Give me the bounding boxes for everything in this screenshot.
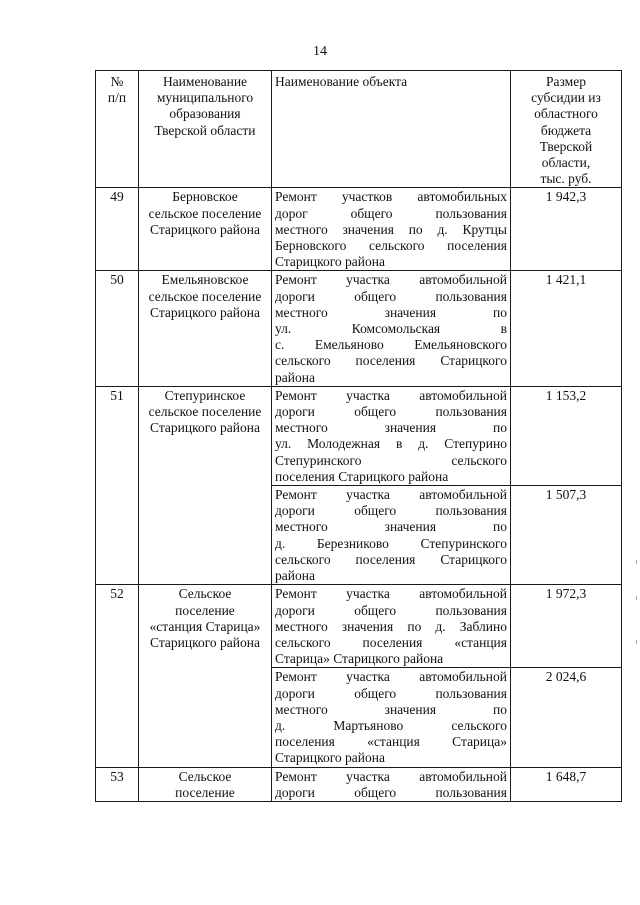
municipality-name: Берновское сельское поселение Старицкого района (139, 188, 272, 271)
object-line: местного значения по (275, 304, 507, 320)
object-line: ул. Молодежная в д. Степурино (275, 436, 507, 452)
object-line: дорог общего пользования (275, 205, 507, 221)
table-header-row (96, 71, 622, 188)
object-line-last: сельского поселения Старицкого района (275, 353, 507, 385)
row-number: 52 (96, 585, 139, 767)
object-line: Ремонт участка автомобильной (275, 272, 507, 288)
municipality-name: Емельяновское сельское поселение Старицкого района (139, 271, 272, 386)
subsidy-amount: 1 648,7 (511, 767, 622, 801)
table-row (96, 767, 622, 801)
object-line-last: поселения Старицкого района (275, 468, 449, 484)
subsidy-amount: 1 153,2 (511, 386, 622, 485)
object-line: дороги общего пользования (275, 503, 507, 519)
row-number: 51 (96, 386, 139, 584)
subsidy-table (95, 70, 622, 802)
page-number: 14 (313, 44, 327, 59)
object-line: Степуринского сельского (275, 452, 507, 468)
object-line: Ремонт участка автомобильной (275, 487, 507, 503)
municipality-name: Степуринское сельское поселение Старицкого района (139, 386, 272, 584)
table-row (96, 271, 622, 386)
object-line: поселения «станция Старица» (275, 734, 507, 750)
object-line: с. Емельяново Емельяновского (275, 337, 507, 353)
scan-mark (636, 596, 637, 600)
object-line-last: Старица» Старицкого района (275, 651, 444, 667)
object-line: местного значения по (275, 420, 507, 436)
subsidy-amount: 1 942,3 (511, 188, 622, 271)
object-name (272, 668, 511, 767)
object-line: дороги общего пользования (275, 784, 507, 800)
row-number: 50 (96, 271, 139, 386)
object-line: сельского поселения «станция (275, 634, 507, 650)
object-name (272, 585, 511, 668)
object-line: Ремонт участка автомобильной (275, 768, 507, 784)
object-name (272, 486, 511, 585)
subsidy-amount: 1 972,3 (511, 585, 622, 668)
object-line-last: Старицкого района (275, 254, 385, 270)
municipality-name: Сельское поселение «станция Старица» Старицкого района (139, 585, 272, 767)
object-line: дороги общего пользования (275, 404, 507, 420)
scan-mark (636, 560, 637, 564)
table-row (96, 386, 622, 485)
subsidy-amount: 2 024,6 (511, 668, 622, 767)
header-num: № п/п (96, 71, 139, 188)
subsidy-amount: 1 507,3 (511, 486, 622, 585)
object-line: дороги общего пользования (275, 602, 507, 618)
object-line: Ремонт участков автомобильных (275, 189, 507, 205)
object-name (272, 188, 511, 271)
object-line: дороги общего пользования (275, 685, 507, 701)
table-row (96, 585, 622, 668)
row-number: 53 (96, 767, 139, 801)
object-line: Ремонт участка автомобильной (275, 586, 507, 602)
object-line: местного значения по (275, 701, 507, 717)
header-municipality: Наименование муниципального образования Тверской области (139, 71, 272, 188)
municipality-name: Сельское поселение (139, 767, 272, 801)
object-line-last: района (275, 568, 315, 584)
object-line-last: Старицкого района (275, 750, 385, 766)
subsidy-amount: 1 421,1 (511, 271, 622, 386)
scan-mark (636, 640, 637, 644)
object-line: Ремонт участка автомобильной (275, 387, 507, 403)
object-line: местного значения по д. Заблино (275, 618, 507, 634)
header-subsidy: Размер субсидии из областного бюджета Тверской области, тыс. руб. (511, 71, 622, 188)
object-line: местного значения по (275, 519, 507, 535)
object-name (272, 767, 511, 801)
object-line: Берновского сельского поселения (275, 238, 507, 254)
object-name (272, 386, 511, 485)
header-object: Наименование объекта (272, 71, 511, 188)
table-row (96, 188, 622, 271)
object-line: дороги общего пользования (275, 288, 507, 304)
object-line: Ремонт участка автомобильной (275, 669, 507, 685)
object-line: местного значения по д. Крутцы (275, 221, 507, 237)
object-name (272, 271, 511, 386)
row-number: 49 (96, 188, 139, 271)
object-line: д. Мартьяново сельского (275, 717, 507, 733)
object-line: д. Березниково Степуринского (275, 535, 507, 551)
object-line: ул. Комсомольская в (275, 321, 507, 337)
object-line: сельского поселения Старицкого (275, 551, 507, 567)
